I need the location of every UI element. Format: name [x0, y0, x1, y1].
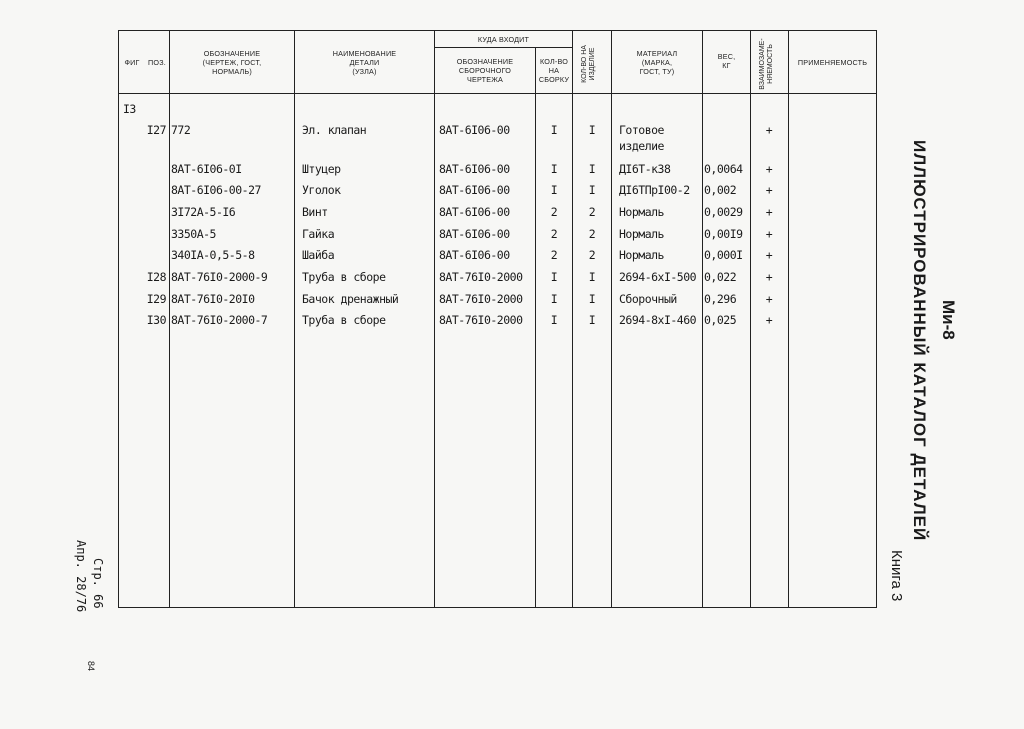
- col-sep-qty-prod: [611, 30, 612, 608]
- cell-qty-product: I: [588, 313, 596, 327]
- cell-interchange: +: [765, 205, 773, 219]
- revision-date: Апр. 28/76: [74, 540, 88, 613]
- cell-interchange: +: [765, 183, 773, 197]
- header-interchange: ВЗАИМОЗАМЕ- НЯЕМОСТЬ: [759, 38, 774, 90]
- cell-interchange: +: [765, 123, 773, 137]
- table-left-border: [118, 30, 119, 608]
- cell-designation: 8АТ-76I0-20I0: [171, 292, 255, 306]
- cell-material: Сборочный: [619, 292, 677, 306]
- cell-interchange: +: [765, 162, 773, 176]
- cell-assembly: 8АТ-76I0-2000: [439, 313, 523, 327]
- cell-qty-assembly: I: [550, 270, 558, 284]
- book-number: Книга 3: [888, 550, 905, 602]
- cell-designation: 3350А-5: [171, 227, 216, 241]
- sheet-number: 84: [86, 661, 96, 672]
- where-goes-divider: [434, 47, 572, 48]
- cell-name: Эл. клапан: [302, 123, 367, 137]
- cell-designation: 772: [171, 123, 191, 137]
- cell-interchange: +: [765, 292, 773, 306]
- header-weight: ВЕС, КГ: [717, 52, 736, 70]
- cell-weight: 0,022: [704, 270, 737, 284]
- header-fig: ФИГ: [124, 57, 140, 67]
- figure-number: I3: [123, 102, 136, 116]
- table-right-border: [876, 30, 877, 608]
- cell-designation: 8АТ-76I0-2000-9: [171, 270, 268, 284]
- cell-assembly: 8АТ-76I0-2000: [439, 292, 523, 306]
- cell-pos: I28: [146, 270, 166, 284]
- page-number: Стр. 66: [91, 558, 105, 609]
- cell-qty-product: I: [588, 162, 596, 176]
- header-qty-product: КОЛ-ВО НА ИЗДЕЛИЕ: [581, 45, 596, 83]
- cell-material: Нормаль: [619, 227, 664, 241]
- cell-qty-assembly: 2: [550, 227, 558, 241]
- cell-pos: I29: [146, 292, 166, 306]
- cell-material: 2694-6хI-500: [619, 270, 697, 284]
- cell-material: Нормаль: [619, 205, 664, 219]
- cell-qty-product: I: [588, 270, 596, 284]
- cell-assembly: 8АТ-6I06-00: [439, 205, 510, 219]
- cell-qty-assembly: I: [550, 292, 558, 306]
- cell-weight: 0,00I9: [704, 227, 743, 241]
- cell-designation: 3I72А-5-I6: [171, 205, 236, 219]
- cell-weight: 0,002: [704, 183, 737, 197]
- header-material: МАТЕРИАЛ (МАРКА, ГОСТ, ТУ): [636, 48, 678, 76]
- cell-material: изделие: [619, 139, 664, 153]
- cell-weight: 0,0064: [704, 162, 743, 176]
- cell-name: Бачок дренажный: [302, 292, 399, 306]
- cell-name: Штуцер: [302, 162, 341, 176]
- cell-interchange: +: [765, 248, 773, 262]
- cell-pos: I27: [146, 123, 166, 137]
- cell-designation: 8АТ-6I06-0I: [171, 162, 242, 176]
- header-where-goes: КУДА ВХОДИТ: [477, 34, 530, 44]
- cell-material: Готовое: [619, 123, 664, 137]
- cell-name: Винт: [302, 205, 328, 219]
- col-sep-interchange: [788, 30, 789, 608]
- cell-material: ДI6ТПрI00-2: [619, 183, 690, 197]
- cell-material: ДI6Т-к38: [619, 162, 671, 176]
- cell-pos: I30: [146, 313, 166, 327]
- cell-weight: 0,025: [704, 313, 737, 327]
- col-sep-name: [434, 30, 435, 608]
- cell-qty-assembly: 2: [550, 205, 558, 219]
- cell-assembly: 8АТ-6I06-00: [439, 162, 510, 176]
- cell-qty-product: 2: [588, 227, 596, 241]
- cell-name: Шайба: [302, 248, 335, 262]
- cell-interchange: +: [765, 270, 773, 284]
- cell-name: Гайка: [302, 227, 335, 241]
- cell-qty-assembly: I: [550, 162, 558, 176]
- cell-name: Труба в сборе: [302, 270, 386, 284]
- cell-designation: 8АТ-6I06-00-27: [171, 183, 261, 197]
- cell-qty-product: I: [588, 292, 596, 306]
- cell-weight: 0,296: [704, 292, 737, 306]
- cell-material: 2694-8хI-460: [619, 313, 697, 327]
- cell-interchange: +: [765, 227, 773, 241]
- col-sep-designation: [294, 30, 295, 608]
- cell-designation: 8АТ-76I0-2000-7: [171, 313, 268, 327]
- cell-interchange: +: [765, 313, 773, 327]
- cell-qty-assembly: 2: [550, 248, 558, 262]
- cell-assembly: 8АТ-6I06-00: [439, 227, 510, 241]
- cell-qty-product: I: [588, 123, 596, 137]
- header-pos: ПОЗ.: [148, 57, 166, 67]
- cell-assembly: 8АТ-6I06-00: [439, 123, 510, 137]
- cell-qty-assembly: I: [550, 313, 558, 327]
- cell-assembly: 8АТ-6I06-00: [439, 183, 510, 197]
- cell-qty-product: 2: [588, 248, 596, 262]
- table-bottom-border: [118, 607, 877, 608]
- cell-qty-assembly: I: [550, 123, 558, 137]
- header-designation: ОБОЗНАЧЕНИЕ (ЧЕРТЕЖ, ГОСТ, НОРМАЛЬ): [202, 48, 262, 76]
- cell-qty-product: 2: [588, 205, 596, 219]
- cell-name: Труба в сборе: [302, 313, 386, 327]
- cell-material: Нормаль: [619, 248, 664, 262]
- catalog-title: ИЛЛЮСТРИРОВАННЫЙ КАТАЛОГ ДЕТАЛЕЙ: [910, 140, 929, 542]
- cell-qty-assembly: I: [550, 183, 558, 197]
- header-assembly-designation: ОБОЗНАЧЕНИЕ СБОРОЧНОГО ЧЕРТЕЖА: [456, 56, 514, 84]
- cell-designation: 340IА-0,5-5-8: [171, 248, 255, 262]
- header-name: НАИМЕНОВАНИЕ ДЕТАЛИ (УЗЛА): [332, 48, 397, 76]
- cell-assembly: 8АТ-6I06-00: [439, 248, 510, 262]
- cell-weight: 0,000I: [704, 248, 743, 262]
- cell-weight: 0,0029: [704, 205, 743, 219]
- cell-assembly: 8АТ-76I0-2000: [439, 270, 523, 284]
- cell-name: Уголок: [302, 183, 341, 197]
- header-qty-assembly: КОЛ-ВО НА СБОРКУ: [538, 56, 570, 84]
- cell-qty-product: I: [588, 183, 596, 197]
- aircraft-code: Ми-8: [939, 300, 958, 340]
- header-applicability: ПРИМЕНЯЕМОСТЬ: [797, 57, 868, 67]
